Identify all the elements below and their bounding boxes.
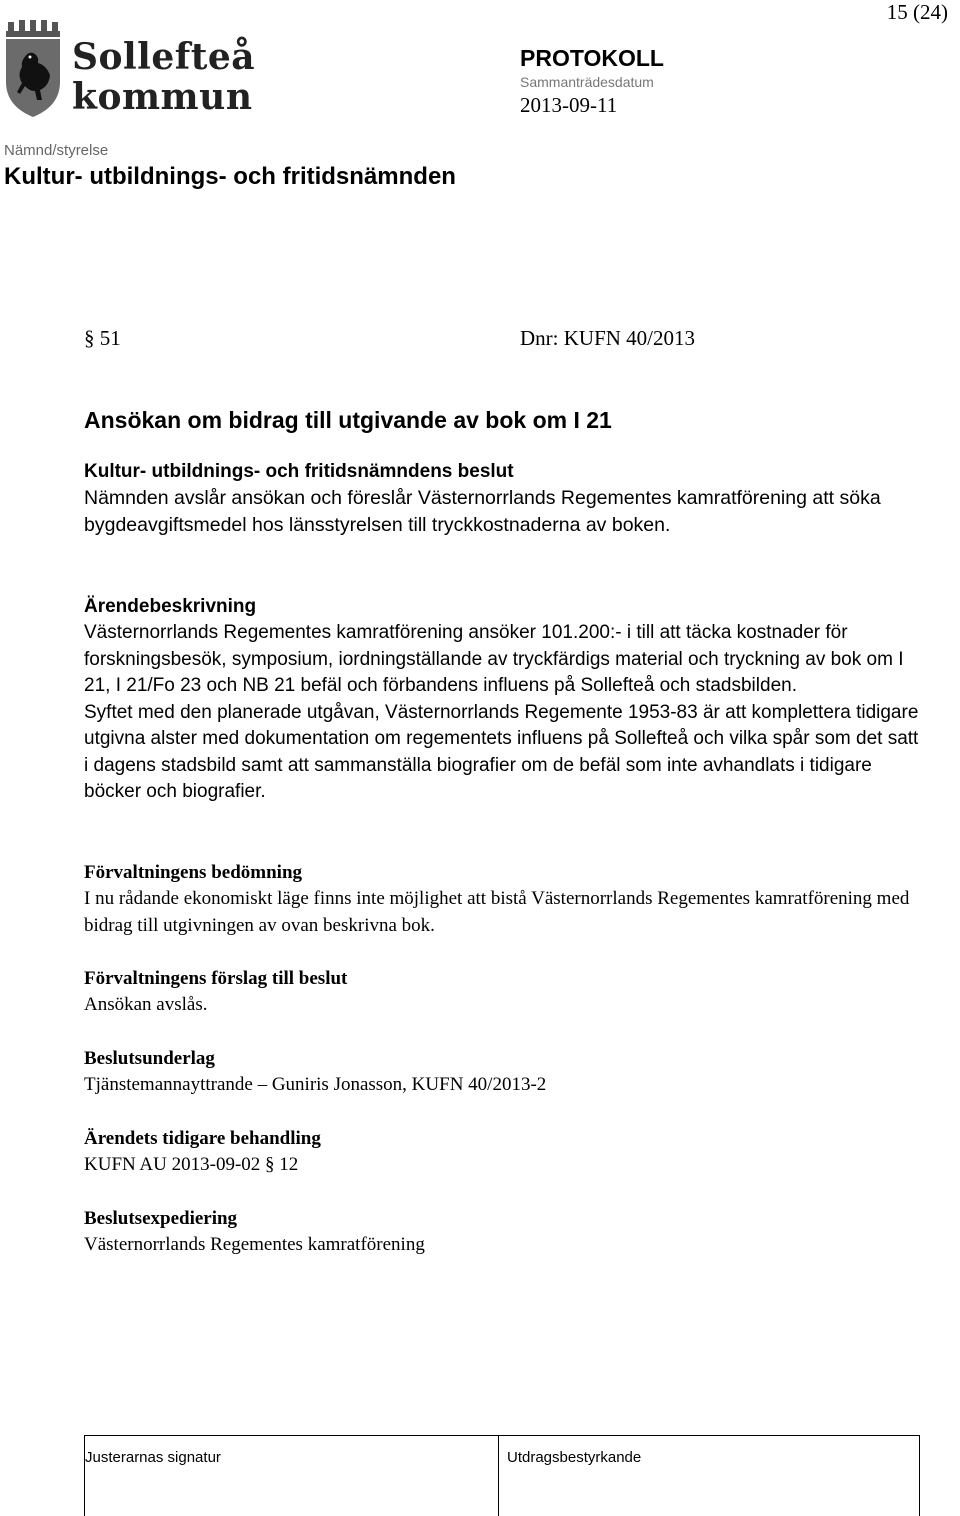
signature-table bbox=[84, 1435, 920, 1502]
meeting-date: 2013-09-11 bbox=[520, 93, 618, 117]
decision-section bbox=[84, 459, 924, 538]
board-label: Nämnd/styrelse bbox=[4, 142, 109, 159]
previous-handling-section bbox=[84, 1126, 924, 1179]
logo-text-line2: kommun bbox=[72, 76, 253, 118]
decision-body: Nämnden avslår ansökan och föreslår Västernorrlands Regementes kamratförening att söka bygdeavgiftsmedel hos länsstyrelsen till tryckkostnaderna av boken. bbox=[84, 487, 881, 536]
coat-of-arms-icon bbox=[2, 20, 64, 118]
documents-body: Tjänstemannayttrande – Guniris Jonasson, KUFN 40/2013-2 bbox=[84, 1074, 547, 1095]
meeting-date-label: Sammanträdesdatum bbox=[520, 74, 654, 90]
extract-label: Utdragsbestyrkande bbox=[507, 1449, 642, 1466]
proposal-section bbox=[84, 966, 924, 1019]
document-type: PROTOKOLL bbox=[520, 45, 664, 71]
paragraph-number: § 51 bbox=[84, 326, 121, 350]
decision-heading: Kultur- utbildnings- och fritidsnämndens beslut bbox=[84, 461, 514, 482]
description-body-2: Syftet med den planerade utgåvan, Västernorrlands Regemente 1953-83 är att komplettera tidigare utgivna alster med dokumentation om regementets influens på Sollefteå och vilka spår som det satt i dagens stadsbild samt att sammanställa biografier om de befäl som inte avhandlats i tidigare böcker och biografier. bbox=[84, 701, 919, 802]
extract-cell bbox=[498, 1435, 920, 1516]
description-section bbox=[84, 594, 924, 806]
expedition-heading: Beslutsexpediering bbox=[84, 1208, 238, 1229]
assessment-heading: Förvaltningens bedömning bbox=[84, 862, 303, 883]
logo-text-line1: Sollefteå bbox=[72, 36, 256, 78]
proposal-body: Ansökan avslås. bbox=[84, 994, 208, 1015]
signature-cell bbox=[84, 1435, 499, 1516]
description-body-1: Västernorrlands Regementes kamratförening ansöker 101.200:- i till att täcka kostnader för forskningsbesök, symposium, iordningställande av tryckfärdigs material och tryckning av bok om I 21, I 21/Fo 23 och NB 21 befäl och förbandens influens på Sollefteå och stadsbilden. bbox=[84, 622, 904, 696]
previous-handling-body: KUFN AU 2013-09-02 § 12 bbox=[84, 1154, 299, 1175]
registration-number: Dnr: KUFN 40/2013 bbox=[520, 326, 696, 350]
signature-label: Justerarnas signatur bbox=[85, 1449, 221, 1466]
documents-section bbox=[84, 1046, 924, 1099]
page-number: 15 (24) bbox=[886, 0, 948, 24]
page-title: Ansökan om bidrag till utgivande av bok om I 21 bbox=[84, 407, 612, 433]
documents-heading: Beslutsunderlag bbox=[84, 1048, 215, 1069]
assessment-section bbox=[84, 860, 924, 939]
proposal-heading: Förvaltningens förslag till beslut bbox=[84, 968, 348, 989]
expedition-body: Västernorrlands Regementes kamratförening bbox=[84, 1234, 425, 1255]
previous-handling-heading: Ärendets tidigare behandling bbox=[84, 1128, 321, 1149]
description-heading: Ärendebeskrivning bbox=[84, 596, 257, 617]
municipality-logo bbox=[2, 20, 264, 120]
expedition-section bbox=[84, 1206, 924, 1259]
board-name: Kultur- utbildnings- och fritidsnämnden bbox=[4, 163, 456, 190]
assessment-body: I nu rådande ekonomiskt läge finns inte möjlighet att bistå Västernorrlands Regementes kamratförening med bidrag till utgivningen av ovan beskrivna bok. bbox=[84, 888, 910, 936]
